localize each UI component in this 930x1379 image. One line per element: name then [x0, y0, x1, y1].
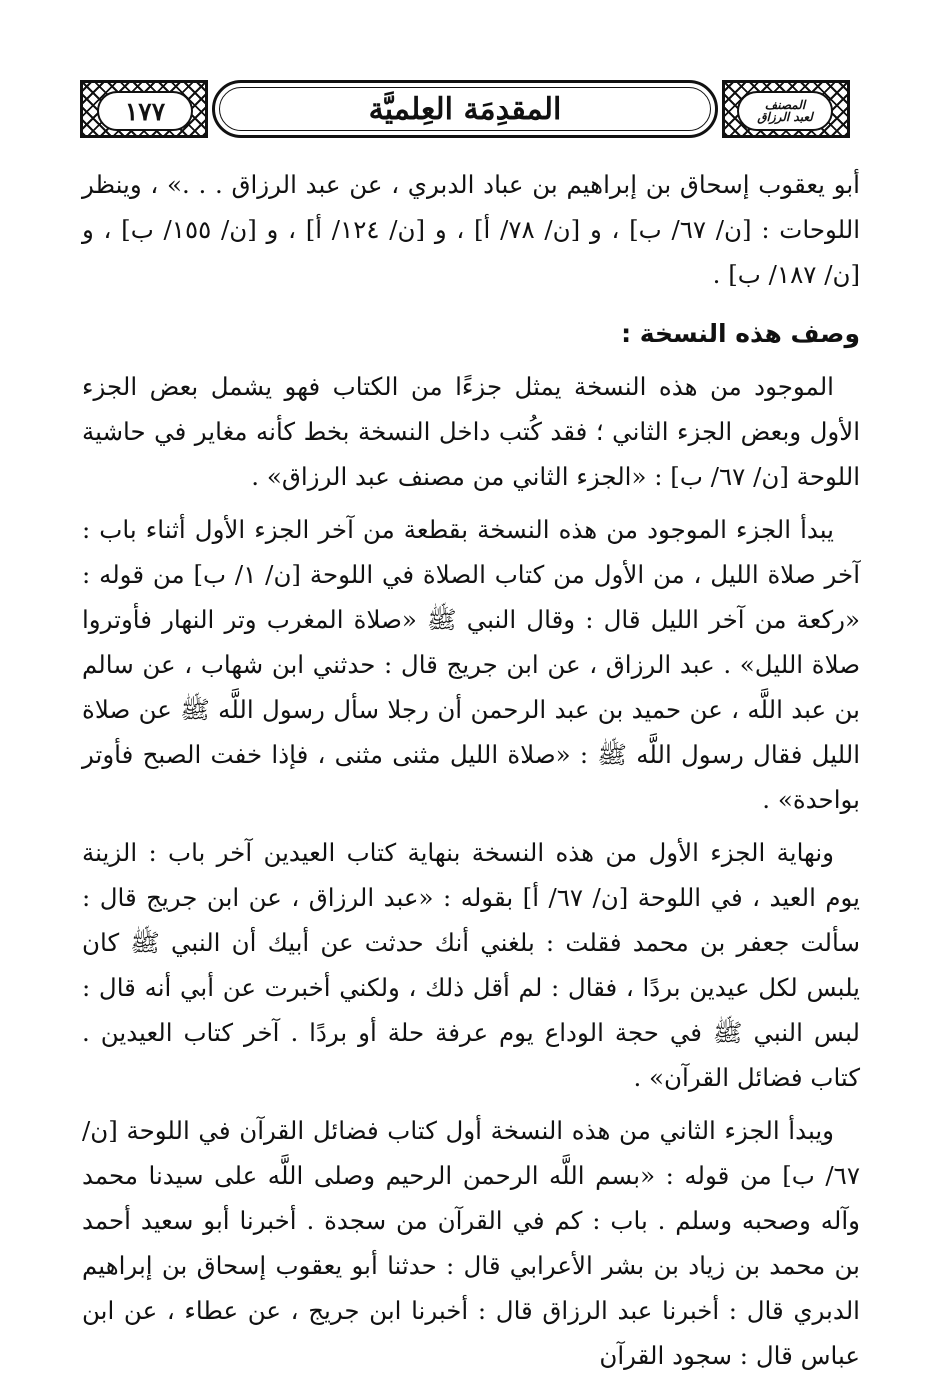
paragraph-3: ونهاية الجزء الأول من هذه النسخة بنهاية كتاب العيدين آخر باب : الزينة يوم العيد ، في اللوحة [ن/ ٦٧/ أ] بقوله : «عبد الرزاق ، عن ابن جريج قال : سألت جعفر بن محمد فقلت : بلغني أنك حدثت عن أبيك أن النبي ﷺ كان يلبس لكل عيدين بردًا ، فقال : لم أقل ذلك ، ولكني أخبرت عن أبي أنه قال : لبس النبي ﷺ في حجة الوداع يوم عرفة حلة أو بردًا . آخر كتاب العيدين . كتاب فضائل القرآن» . — [82, 838, 860, 1092]
seal-line-2: لعبد الرزاق — [757, 110, 813, 124]
page-number: ١٧٧ — [124, 96, 166, 126]
seal-line-1: المصنف — [764, 98, 806, 112]
section-heading: وصف هذه النسخة : — [621, 319, 860, 348]
running-title: المقدِمَة العِلميَّة — [368, 91, 562, 127]
intro-paragraph: أبو يعقوب إسحاق بن إبراهيم بن عباد الدبري ، عن عبد الرزاق . . .» ، وينظر اللوحات : [ن/ ٦٧/ ب] ، و [ن/ ٧٨/ أ] ، و [ن/ ١٢٤/ أ] ، و [ن/ ١٥٥/ ب] ، و [ن/ ١٨٧/ ب] . — [82, 170, 861, 289]
book-seal-ornament — [722, 80, 850, 138]
paragraph-4: ويبدأ الجزء الثاني من هذه النسخة أول كتاب فضائل القرآن في اللوحة [ن/ ٦٧/ ب] من قوله : «بسم اللَّه الرحمن الرحيم وصلى اللَّه على سيدنا محمد وآله وصحبه وسلم . باب : كم في القرآن من سجدة . أخبرنا أبو سعيد أحمد بن محمد بن زياد بن بشر الأعرابي قال : حدثنا أبو يعقوب إسحاق بن إبراهيم الدبري قال : أخبرنا عبد الرزاق قال : أخبرنا ابن جريج ، عن عطاء ، عن ابن عباس قال : سجود القرآن — [82, 1116, 860, 1370]
page-number-oval — [97, 91, 193, 131]
page-header — [80, 76, 850, 146]
page-number-ornament — [80, 80, 208, 138]
running-title-band — [212, 80, 718, 138]
paragraph-1: الموجود من هذه النسخة يمثل جزءًا من الكتاب فهو يشمل بعض الجزء الأول وبعض الجزء الثاني ؛ فقد كُتب داخل النسخة بخط كأنه مغاير في حاشية اللوحة [ن/ ٦٧/ ب] : «الجزء الثاني من مصنف عبد الرزاق» . — [82, 372, 860, 491]
paragraph-2: يبدأ الجزء الموجود من هذه النسخة بقطعة من آخر الجزء الأول أثناء باب : آخر صلاة الليل ، من الأول من كتاب الصلاة في اللوحة [ن/ ١/ ب] من قوله : «ركعة من آخر الليل قال : وقال النبي ﷺ «صلاة المغرب وتر النهار فأوتروا صلاة الليل» . عبد الرزاق ، عن ابن جريج قال : حدثني ابن شهاب ، عن سالم بن عبد اللَّه ، عن حميد بن عبد الرحمن أن رجلا سأل رسول اللَّه ﷺ عن صلاة الليل فقال رسول اللَّه ﷺ : «صلاة الليل مثنى مثنى ، فإذا خفت الصبح فأوتر بواحدة» . — [82, 515, 860, 814]
page-body — [82, 162, 860, 1378]
book-seal-logo — [737, 91, 833, 131]
